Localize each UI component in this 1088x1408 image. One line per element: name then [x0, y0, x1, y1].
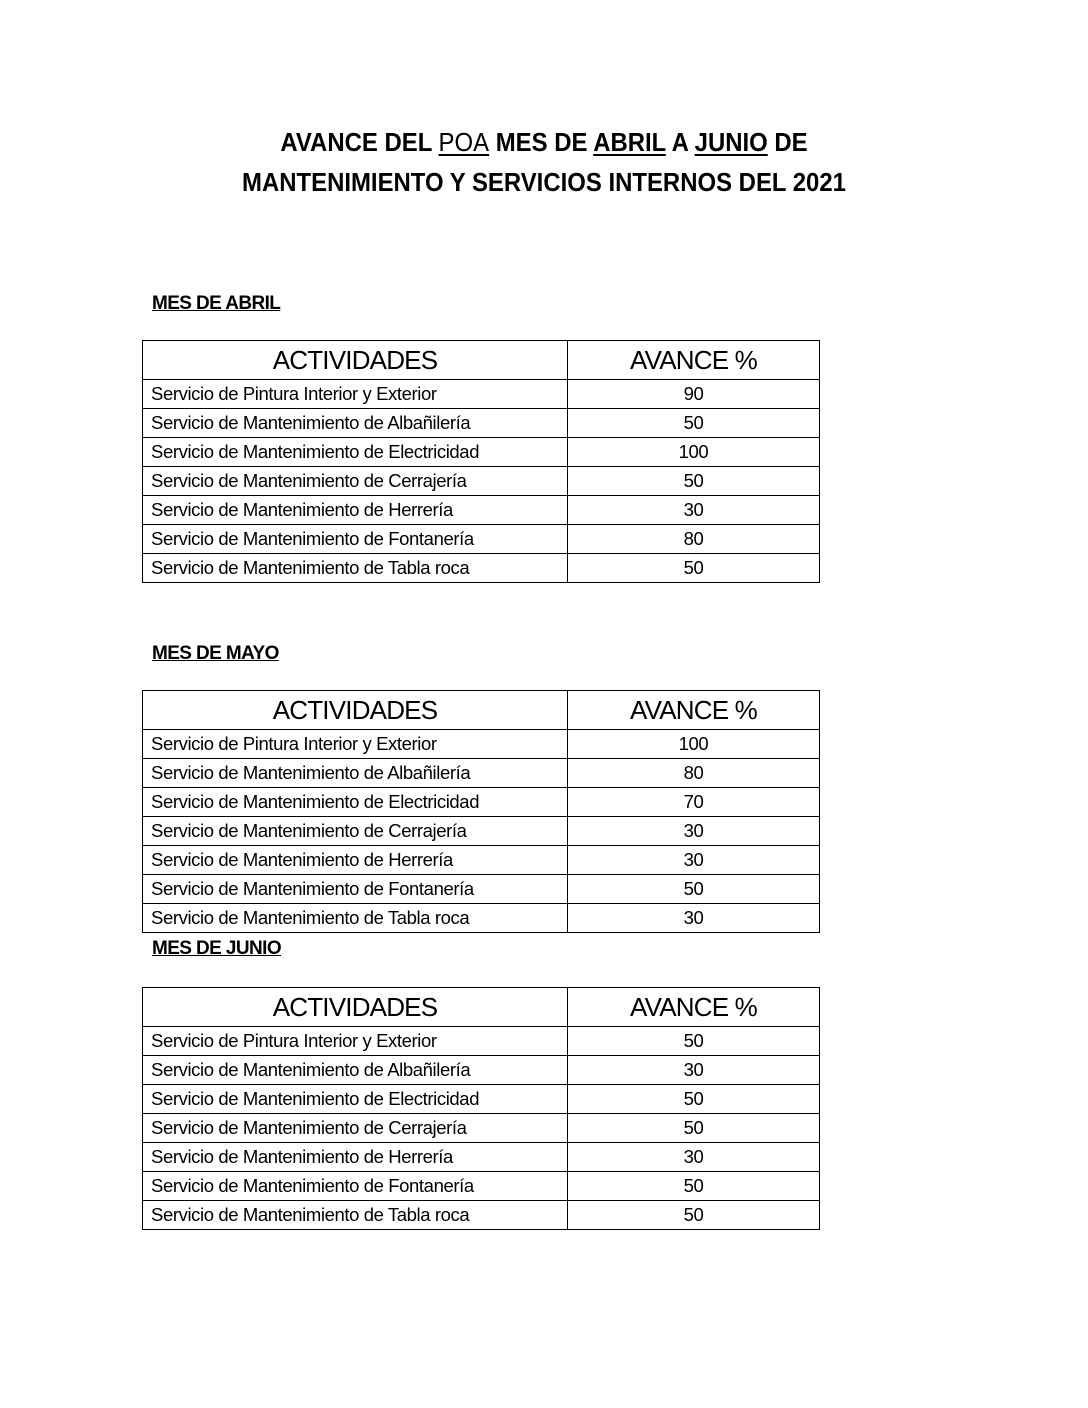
table-header-row — [143, 691, 820, 730]
table-row — [143, 380, 820, 409]
section-label: MES DE MAYO — [152, 643, 279, 664]
title-line-1 — [44, 122, 1045, 162]
progress-table — [142, 340, 820, 583]
section-label: MES DE ABRIL — [152, 293, 281, 314]
title-line-2: MANTENIMIENTO Y SERVICIOS INTERNOS DEL 2021 — [242, 167, 846, 197]
table-row — [143, 1027, 820, 1056]
table-row — [143, 1201, 820, 1230]
table-row — [143, 1114, 820, 1143]
table-row — [143, 496, 820, 525]
title-text: AVANCE DEL — [280, 127, 439, 157]
progress-cell: 100 — [568, 730, 820, 759]
activity-cell: Servicio de Mantenimiento de Herrería — [143, 846, 568, 875]
table-row — [143, 525, 820, 554]
title-text: A — [665, 127, 695, 157]
table-row — [143, 1056, 820, 1085]
table-row — [143, 846, 820, 875]
activity-cell: Servicio de Mantenimiento de Cerrajería — [143, 467, 568, 496]
table-row — [143, 1085, 820, 1114]
progress-cell: 50 — [568, 875, 820, 904]
activity-cell: Servicio de Mantenimiento de Albañilería — [143, 759, 568, 788]
table-header-row — [143, 988, 820, 1027]
table-row — [143, 438, 820, 467]
activity-cell: Servicio de Mantenimiento de Electricidad — [143, 438, 568, 467]
activity-cell: Servicio de Mantenimiento de Fontanería — [143, 875, 568, 904]
document-title — [44, 122, 1045, 202]
table-row — [143, 467, 820, 496]
progress-cell: 50 — [568, 1027, 820, 1056]
activity-cell: Servicio de Mantenimiento de Tabla roca — [143, 904, 568, 933]
progress-cell: 70 — [568, 788, 820, 817]
progress-cell: 30 — [568, 1143, 820, 1172]
activity-cell: Servicio de Mantenimiento de Tabla roca — [143, 1201, 568, 1230]
header-avance: AVANCE % — [568, 341, 820, 380]
header-actividades: ACTIVIDADES — [143, 691, 568, 730]
activity-cell: Servicio de Mantenimiento de Herrería — [143, 496, 568, 525]
progress-cell: 100 — [568, 438, 820, 467]
activity-cell: Servicio de Pintura Interior y Exterior — [143, 380, 568, 409]
table-header-row — [143, 341, 820, 380]
activity-cell: Servicio de Mantenimiento de Fontanería — [143, 1172, 568, 1201]
activity-cell: Servicio de Mantenimiento de Herrería — [143, 1143, 568, 1172]
section-label: MES DE JUNIO — [152, 938, 281, 959]
progress-cell: 30 — [568, 817, 820, 846]
table-row — [143, 875, 820, 904]
header-avance: AVANCE % — [568, 691, 820, 730]
activity-cell: Servicio de Pintura Interior y Exterior — [143, 730, 568, 759]
title-junio: JUNIO — [694, 127, 768, 157]
header-actividades: ACTIVIDADES — [143, 988, 568, 1027]
progress-cell: 50 — [568, 1114, 820, 1143]
table-row — [143, 788, 820, 817]
progress-cell: 50 — [568, 1201, 820, 1230]
activity-cell: Servicio de Mantenimiento de Electricidad — [143, 788, 568, 817]
activity-cell: Servicio de Pintura Interior y Exterior — [143, 1027, 568, 1056]
activity-cell: Servicio de Mantenimiento de Albañilería — [143, 1056, 568, 1085]
progress-cell: 30 — [568, 496, 820, 525]
title-abril: ABRIL — [593, 127, 666, 157]
table-row — [143, 1172, 820, 1201]
progress-cell: 90 — [568, 380, 820, 409]
progress-cell: 50 — [568, 1085, 820, 1114]
progress-cell: 50 — [568, 409, 820, 438]
progress-cell: 50 — [568, 467, 820, 496]
header-actividades: ACTIVIDADES — [143, 341, 568, 380]
progress-cell: 30 — [568, 904, 820, 933]
progress-cell: 30 — [568, 846, 820, 875]
table-row — [143, 904, 820, 933]
activity-cell: Servicio de Mantenimiento de Electricidad — [143, 1085, 568, 1114]
title-text: DE — [767, 127, 808, 157]
activity-cell: Servicio de Mantenimiento de Tabla roca — [143, 554, 568, 583]
table-row — [143, 409, 820, 438]
table-row — [143, 730, 820, 759]
table-row — [143, 554, 820, 583]
progress-cell: 50 — [568, 554, 820, 583]
progress-cell: 50 — [568, 1172, 820, 1201]
title-text: MES DE — [489, 127, 594, 157]
activity-cell: Servicio de Mantenimiento de Fontanería — [143, 525, 568, 554]
header-avance: AVANCE % — [568, 988, 820, 1027]
progress-cell: 80 — [568, 525, 820, 554]
table-row — [143, 1143, 820, 1172]
table-row — [143, 759, 820, 788]
progress-cell: 30 — [568, 1056, 820, 1085]
progress-table — [142, 987, 820, 1230]
progress-table — [142, 690, 820, 933]
activity-cell: Servicio de Mantenimiento de Albañilería — [143, 409, 568, 438]
progress-cell: 80 — [568, 759, 820, 788]
table-row — [143, 817, 820, 846]
activity-cell: Servicio de Mantenimiento de Cerrajería — [143, 1114, 568, 1143]
activity-cell: Servicio de Mantenimiento de Cerrajería — [143, 817, 568, 846]
title-poa: POA — [438, 127, 490, 157]
